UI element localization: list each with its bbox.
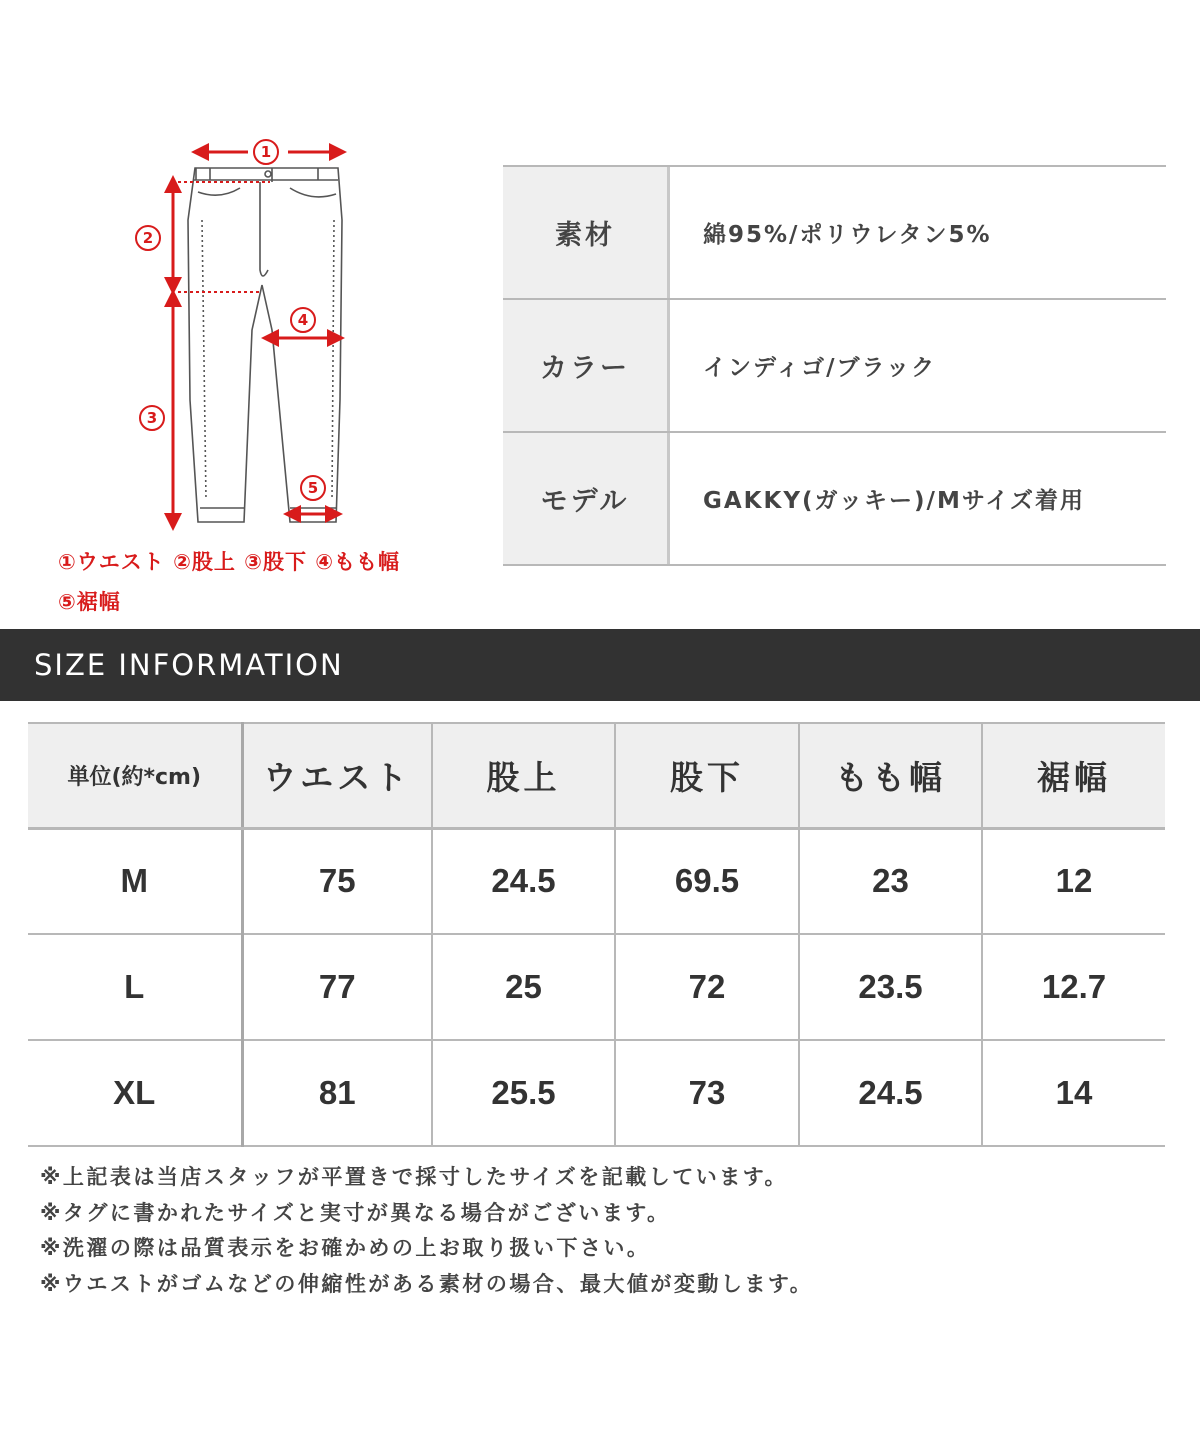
- marker-4-label: 4: [297, 311, 309, 329]
- table-row: [28, 1040, 1165, 1146]
- note-item: ※洗濯の際は品質表示をお確かめの上お取り扱い下さい。: [40, 1236, 651, 1260]
- pants-outline: [188, 168, 342, 522]
- note-item: ※上記表は当店スタッフが平置きで採寸したサイズを記載しています。: [40, 1165, 789, 1189]
- spec-value: GAKKY(ガッキー)/Mサイズ着用: [703, 488, 1085, 514]
- table-cell: 23: [799, 828, 982, 934]
- measurement-diagram: [40, 120, 470, 620]
- table-cell: 77: [242, 934, 432, 1040]
- marker-1-label: 1: [260, 143, 272, 161]
- header-hem: 裾幅: [982, 723, 1165, 828]
- table-cell: 12.7: [982, 934, 1165, 1040]
- spec-key: 素材: [503, 167, 670, 298]
- header-inseam: 股下: [615, 723, 799, 828]
- banner-title: SIZE INFORMATION: [34, 648, 344, 682]
- spec-row-color: [503, 300, 1166, 433]
- spec-key: モデル: [503, 433, 670, 564]
- header-unit: 単位(約*cm): [28, 723, 242, 828]
- spec-value: 綿95%/ポリウレタン5%: [703, 222, 992, 248]
- table-cell: 73: [615, 1040, 799, 1146]
- header-waist: ウエスト: [242, 723, 432, 828]
- table-cell: 75: [242, 828, 432, 934]
- spec-key: カラー: [503, 300, 670, 431]
- size-information-banner: [0, 629, 1200, 701]
- size-label: XL: [28, 1040, 242, 1146]
- size-label: L: [28, 934, 242, 1040]
- size-label: M: [28, 828, 242, 934]
- table-cell: 72: [615, 934, 799, 1040]
- marker-5-label: 5: [307, 479, 319, 497]
- header-rise: 股上: [432, 723, 615, 828]
- table-cell: 24.5: [799, 1040, 982, 1146]
- pants-illustration: [40, 120, 470, 540]
- table-cell: 69.5: [615, 828, 799, 934]
- size-table: [28, 722, 1165, 1147]
- note-item: ※ウエストがゴムなどの伸縮性がある素材の場合、最大値が変動します。: [40, 1271, 814, 1296]
- diagram-legend-line1: ①ウエスト ②股上 ③股下 ④もも幅: [58, 550, 401, 574]
- spec-row-material: [503, 167, 1166, 300]
- spec-row-model: [503, 433, 1166, 566]
- table-cell: 25.5: [432, 1040, 615, 1146]
- spec-value: インディゴ/ブラック: [703, 355, 937, 381]
- spec-table: [503, 165, 1166, 566]
- notes: [40, 1160, 813, 1302]
- diagram-legend-line2: ⑤裾幅: [58, 590, 121, 614]
- table-cell: 23.5: [799, 934, 982, 1040]
- table-cell: 24.5: [432, 828, 615, 934]
- table-cell: 25: [432, 934, 615, 1040]
- table-cell: 14: [982, 1040, 1165, 1146]
- header-thigh: もも幅: [799, 723, 982, 828]
- marker-2-label: 2: [142, 229, 154, 247]
- table-cell: 12: [982, 828, 1165, 934]
- table-row: [28, 828, 1165, 934]
- size-table-header-row: [28, 723, 1165, 828]
- table-row: [28, 934, 1165, 1040]
- table-cell: 81: [242, 1040, 432, 1146]
- note-item: ※タグに書かれたサイズと実寸が異なる場合がございます。: [40, 1200, 671, 1225]
- marker-3-label: 3: [146, 409, 158, 427]
